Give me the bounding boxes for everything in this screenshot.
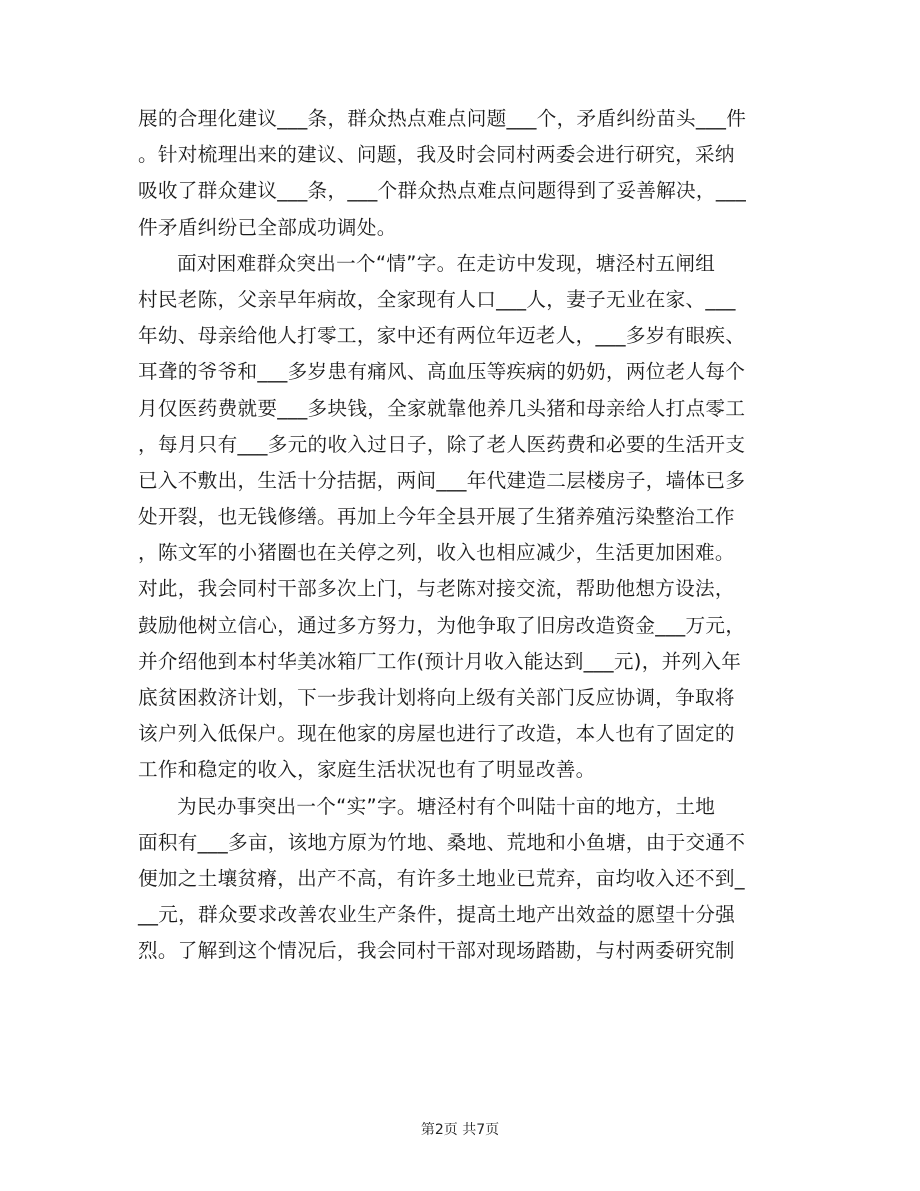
paragraph-start-line: 为民办事突出一个“实”字。塘泾村有个叫陆十亩的地方，土地 [177, 794, 716, 818]
text-line: ，陈文军的小猪圈也在关停之列，收入也相应减少，生活更加困难。 [138, 541, 735, 565]
text-line: 对此，我会同村干部多次上门，与老陈对接交流，帮助他想方设法， [138, 577, 735, 601]
text-line: 该户列入低保户。现在他家的房屋也进行了改造，本人也有了固定的 [138, 722, 735, 746]
text-line: 鼓励他树立信心，通过多方努力，为他争取了旧房改造资金___万元， [138, 613, 746, 637]
page-number-footer: 第2页 共7页 [420, 1122, 500, 1138]
text-line: 耳聋的爷爷和___多岁患有痛风、高血压等疾病的奶奶，两位老人每个 [138, 360, 746, 384]
text-line: 便加之土壤贫瘠，出产不高，有许多土地业已荒弃，亩均收入还不到_ [138, 866, 745, 890]
text-line: 村民老陈，父亲早年病故，全家现有人口___人，妻子无业在家、___ [138, 287, 736, 311]
document-body [138, 101, 783, 970]
paragraph-start-line: 面对困难群众突出一个“情”字。在走访中发现，塘泾村五闸组 [177, 251, 716, 275]
text-line: ，每月只有___多元的收入过日子，除了老人医药费和必要的生活开支 [138, 432, 746, 456]
text-line: 展的合理化建议___条，群众热点难点问题___个，矛盾纠纷苗头___件 [138, 107, 747, 130]
text-line: 面积有___多亩，该地方原为竹地、桑地、荒地和小鱼塘，由于交通不 [138, 830, 746, 854]
text-line: 工作和稳定的收入，家庭生活状况也有了明显改善。 [138, 758, 596, 782]
text-line: 吸收了群众建议___条，___个群众热点难点问题得到了妥善解决，___ [138, 179, 747, 203]
text-line: 年幼、母亲给他人打零工，家中还有两位年迈老人，___多岁有眼疾、 [138, 324, 746, 348]
text-line: 并介绍他到本村华美冰箱厂工作(预计月收入能达到___元)，并列入年 [138, 649, 742, 673]
text-line: 烈。了解到这个情况后，我会同村干部对现场踏勘，与村两委研究制 [138, 939, 735, 963]
text-line: 。针对梳理出来的建议、问题，我及时会同村两委会进行研究，采纳 [138, 143, 735, 167]
text-line: 处开裂，也无钱修缮。再加上今年全县开展了生猪养殖污染整治工作 [138, 505, 735, 529]
text-line: 已入不敷出，生活十分拮据，两间___年代建造二层楼房子，墙体已多 [138, 468, 746, 492]
text-line: 件矛盾纠纷已全部成功调处。 [138, 215, 397, 239]
text-line: 底贫困救济计划，下一步我计划将向上级有关部门反应协调，争取将 [138, 686, 735, 709]
text-line: 月仅医药费就要___多块钱，全家就靠他养几头猪和母亲给人打点零工 [138, 396, 746, 420]
text-line: __元，群众要求改善农业生产条件，提高土地产出效益的愿望十分强 [138, 903, 736, 927]
